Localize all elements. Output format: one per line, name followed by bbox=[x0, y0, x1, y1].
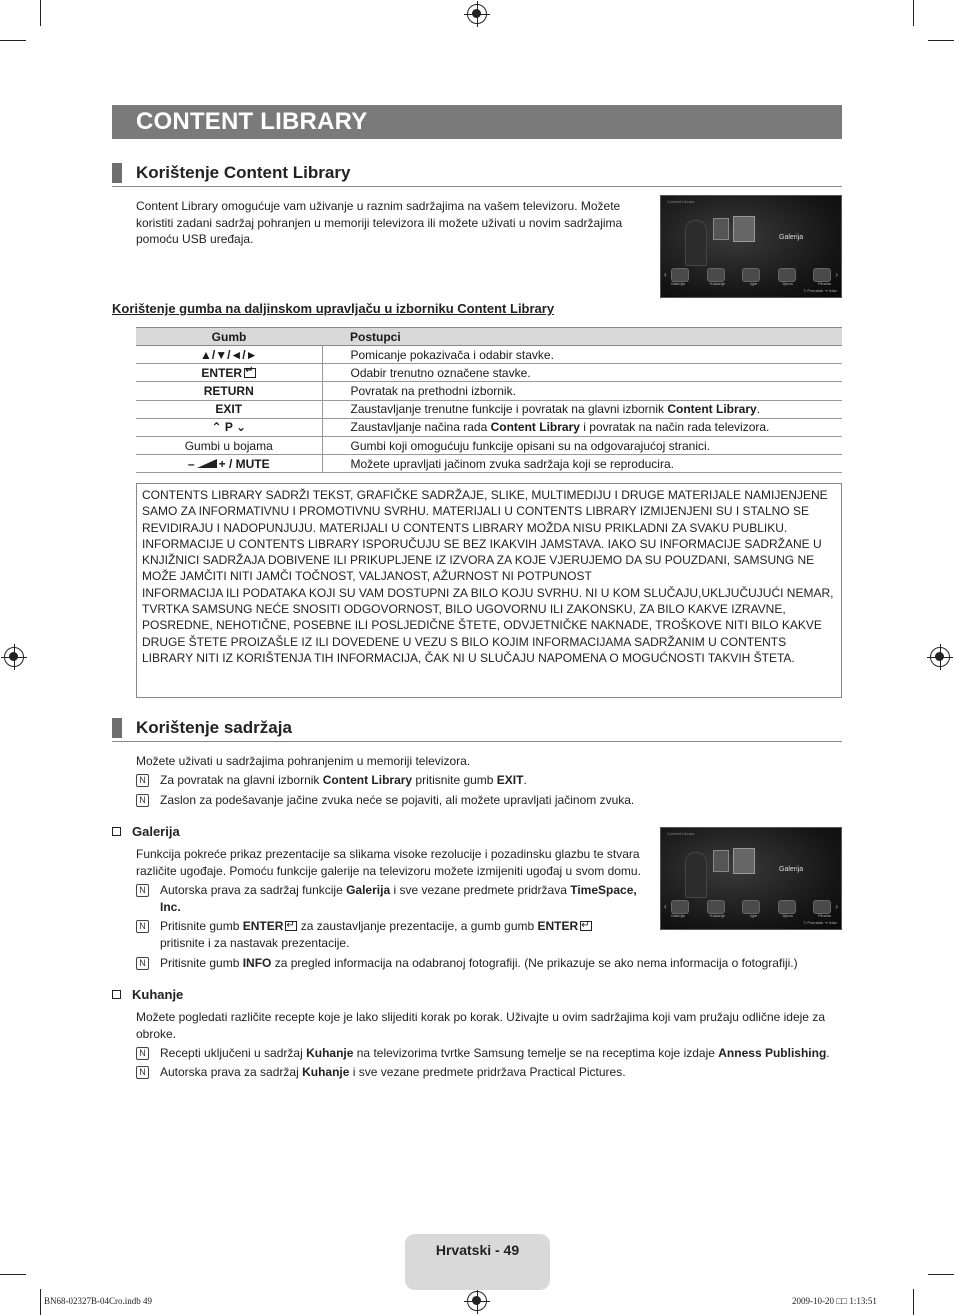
registration-mark-icon bbox=[467, 4, 487, 24]
section-marker bbox=[112, 718, 122, 738]
note-item: N Pritisnite gumb INFO za pregled informacija na odabranoj fotografiji. (Ne prikazuje se ako nema informacija o fotografiji.) bbox=[160, 955, 840, 972]
galerija-heading: Galerija bbox=[112, 824, 180, 839]
fitness-icon bbox=[813, 900, 831, 914]
remote-buttons-table bbox=[136, 327, 842, 473]
volume-minus-icon: – bbox=[187, 456, 195, 471]
tv-screen-footer: ⮌ Povratak ⇥ Izlaz bbox=[803, 288, 837, 293]
disclaimer-paragraph: INFORMACIJA ILI PODATAKA KOJI SU VAM DOSTUPNI ZA BILO KOJU SVRHU. NI U KOM SLUČAJU,UKLJUČUJUĆI NEMAR, TVRTKA SAMSUNG NEĆE SNOSITI ODGOVORNOST, BILO UGOVORNU ILI ZAKONSKU, ZA BILO KAKVE IZRAVNE, POSREDNE, NEHOTIČNE, POSEBNE ILI POSLJEDIČNE ŠTETE, ODVJETNIČKE NAKNADE, TROŠKOVE NITI BILO KAKVE DRUGE ŠTETE PROIZAŠLE IZ ILI DOVEDENE U VEZU S BILO KOJIM INFORMACIJAMA SADRŽANIM U CONTENTS LIBRARY NITI IZ KORIŠTENJA TIH INFORMACIJA, ČAK NI U SLUČAJU NAPOMENA O MOGUĆNOSTI TAKVIH ŠTETA. bbox=[142, 585, 834, 665]
crop-mark bbox=[40, 1289, 41, 1315]
button-cell: ENTER↵ bbox=[136, 364, 322, 382]
chair-picture bbox=[685, 220, 707, 266]
button-cell: RETURN bbox=[136, 382, 322, 400]
checkbox-bullet-icon bbox=[112, 990, 121, 999]
crop-mark bbox=[0, 1274, 26, 1275]
tv-screen-label: Galerija bbox=[779, 866, 804, 873]
column-header: Postupci bbox=[322, 328, 842, 346]
disclaimer-box bbox=[136, 483, 842, 698]
crop-mark bbox=[913, 0, 914, 26]
enter-icon bbox=[580, 921, 592, 931]
tv-screen-header: Content Library bbox=[667, 199, 695, 204]
chevron-up-icon: ⌃ bbox=[211, 420, 222, 435]
action-cell: Pomicanje pokazivača i odabir stavke. bbox=[322, 346, 842, 364]
note-icon: N bbox=[136, 957, 149, 970]
picture-frame bbox=[713, 218, 729, 240]
page-number: Hrvatski - 49 bbox=[435, 1242, 520, 1258]
note-item: N Autorska prava za sadržaj funkcije Galerija i sve vezane predmete pridržava TimeSpace, Inc. bbox=[160, 882, 652, 915]
crop-mark bbox=[913, 1289, 914, 1315]
gallery-icon bbox=[671, 268, 689, 282]
section-heading-content bbox=[112, 718, 842, 742]
section-heading-usage bbox=[112, 163, 842, 187]
button-cell: ⌃ P ⌄ bbox=[136, 418, 322, 436]
note-icon: N bbox=[136, 884, 149, 897]
chevron-right-icon: › bbox=[835, 902, 838, 911]
gallery-icon bbox=[671, 900, 689, 914]
note-icon: N bbox=[136, 774, 149, 787]
table-row bbox=[136, 346, 842, 364]
games-icon bbox=[742, 268, 760, 282]
note-item: N Autorska prava za sadržaj Kuhanje i sve vezane predmete pridržava Practical Pictures. bbox=[160, 1064, 842, 1081]
page-number-tab bbox=[405, 1234, 550, 1290]
tv-screen-header: Content Library bbox=[667, 831, 695, 836]
picture-frame bbox=[733, 216, 755, 242]
tv-screen-image bbox=[660, 195, 842, 298]
action-cell: Odabir trenutno označene stavke. bbox=[322, 364, 842, 382]
section-title: Korištenje Content Library bbox=[136, 163, 351, 182]
cooking-icon bbox=[707, 268, 725, 282]
enter-icon bbox=[285, 921, 297, 931]
crop-mark bbox=[0, 40, 26, 41]
volume-icon bbox=[197, 459, 217, 468]
crop-mark bbox=[928, 40, 954, 41]
crop-mark bbox=[40, 0, 41, 26]
tv-screen-footer: ⮌ Povratak ⇥ Izlaz bbox=[803, 920, 837, 925]
tv-icon-labels: Galerija Kuhanje Igre Djeca Fitness bbox=[671, 913, 831, 918]
button-cell: – + / MUTE bbox=[136, 455, 322, 473]
kuhanje-paragraph: Možete pogledati različite recepte koje je lako slijediti korak po korak. Uživajte u ovim sadržajima koji vam pružaju odlične ideje za obroke. bbox=[136, 1010, 825, 1041]
registration-mark-icon bbox=[467, 1291, 487, 1311]
table-row bbox=[136, 400, 842, 418]
table-header-row bbox=[136, 328, 842, 346]
note-item: N Pritisnite gumb ENTER↵ za zaustavljanje prezentacije, a gumb gumb ENTER↵ pritisnite i za nastavak prezentacije. bbox=[160, 918, 652, 951]
button-cell: EXIT bbox=[136, 400, 322, 418]
games-icon bbox=[742, 900, 760, 914]
note-item: N Recepti uključeni u sadržaj Kuhanje na televizorima tvrtke Samsung temelje se na receptima koje izdaje Anness Publishing. bbox=[160, 1045, 842, 1062]
picture-frame bbox=[713, 850, 729, 872]
note-item: N Zaslon za podešavanje jačine zvuka neće se pojaviti, ali možete upravljati jačinom zvuka. bbox=[160, 792, 840, 809]
note-item: N Za povratak na glavni izbornik Content Library pritisnite gumb EXIT. bbox=[160, 772, 840, 789]
chair-picture bbox=[685, 852, 707, 898]
registration-mark-icon bbox=[4, 647, 24, 667]
kids-icon bbox=[778, 268, 796, 282]
page-title-bar bbox=[112, 105, 842, 139]
note-icon: N bbox=[136, 1066, 149, 1079]
column-header: Gumb bbox=[136, 328, 322, 346]
checkbox-bullet-icon bbox=[112, 827, 121, 836]
tv-screen-image bbox=[660, 827, 842, 930]
chevron-left-icon: ‹ bbox=[664, 270, 667, 279]
section-title: Korištenje sadržaja bbox=[136, 718, 292, 737]
tv-icon-labels: Galerija Kuhanje Igre Djeca Fitness bbox=[671, 281, 831, 286]
remote-buttons-heading: Korištenje gumba na daljinskom upravljaču u izborniku Content Library bbox=[112, 301, 555, 316]
table-row bbox=[136, 382, 842, 400]
intro-paragraph: Content Library omogućuje vam uživanje u raznim sadržajima na vašem televizoru. Možete koristiti zadani sadržaj pohranjen u memoriji televizora ili možete uživati u novim sadržajima pomoću USB uređaja. bbox=[136, 199, 623, 246]
disclaimer-paragraph: INFORMACIJE U CONTENTS LIBRARY ISPORUČUJU SE BEZ IKAKVIH JAMSTAVA. IAKO SU INFORMACIJE SADRŽANE U KNJIŽNICI SADRŽAJA DOBIVENE ILI PRIKUPLJENE IZ IZVORA ZA KOJE VJERUJEMO DA SU POUZDANI, SAMSUNG NE MOŽE JAMČITI NITI JAMČI TOČNOST, VALJANOST, AŽURNOST NI POTPUNOST bbox=[142, 536, 822, 584]
table-row bbox=[136, 436, 842, 454]
action-cell: Povratak na prethodni izbornik. bbox=[322, 382, 842, 400]
note-icon: N bbox=[136, 920, 149, 933]
crop-mark bbox=[928, 1274, 954, 1275]
action-cell: Zaustavljanje načina rada Content Library i povratak na način rada televizora. bbox=[322, 418, 842, 436]
chevron-down-icon: ⌄ bbox=[235, 420, 247, 435]
note-icon: N bbox=[136, 794, 149, 807]
content-intro: Možete uživati u sadržajima pohranjenim u memoriji televizora. bbox=[136, 754, 471, 768]
section-marker bbox=[112, 163, 122, 183]
action-cell: Zaustavljanje trenutne funkcije i povratak na glavni izbornik Content Library. bbox=[322, 400, 842, 418]
tv-screen-label: Galerija bbox=[779, 234, 804, 241]
page-title: CONTENT LIBRARY bbox=[136, 108, 368, 135]
button-cell: Gumbi u bojama bbox=[136, 436, 322, 454]
table-row bbox=[136, 364, 842, 382]
enter-icon bbox=[244, 368, 256, 378]
picture-frame bbox=[733, 848, 755, 874]
kids-icon bbox=[778, 900, 796, 914]
table-row bbox=[136, 418, 842, 436]
galerija-paragraph: Funkcija pokreće prikaz prezentacije sa slikama visoke rezolucije i pozadinsku glazbu te stvara različite ugođaje. Pomoću funkcije galerije na televizoru možete izmijeniti ugođaj u svom domu. bbox=[136, 847, 641, 878]
kuhanje-heading: Kuhanje bbox=[112, 987, 183, 1002]
chevron-left-icon: ‹ bbox=[664, 902, 667, 911]
disclaimer-paragraph: CONTENTS LIBRARY SADRŽI TEKST, GRAFIČKE SADRŽAJE, SLIKE, MULTIMEDIJU I DRUGE MATERIJALE NAMIJENJENE SAMO ZA INFORMATIVNU I PROMOTIVNU SVRHU. MATERIJALI U CONTENTS LIBRARY IZMIJENJENI SU I STALNO SE REVIDIRAJU I NADOPUNJUJU. MATERIJALI U CONTENTS LIBRARY MOŽDA NISU PRIKLADNI ZA SVAKU PUBLIKU. bbox=[142, 488, 828, 535]
button-cell: ▲/▼/◄/► bbox=[136, 346, 322, 364]
volume-plus-icon: + bbox=[218, 456, 226, 471]
table-row bbox=[136, 455, 842, 473]
print-footer-right: 2009-10-20 □□ 1:13:51 bbox=[792, 1296, 877, 1306]
action-cell: Gumbi koji omogućuju funkcije opisani su na odgovarajućoj stranici. bbox=[322, 436, 842, 454]
action-cell: Možete upravljati jačinom zvuka sadržaja koji se reproducira. bbox=[322, 455, 842, 473]
registration-mark-icon bbox=[930, 647, 950, 667]
cooking-icon bbox=[707, 900, 725, 914]
fitness-icon bbox=[813, 268, 831, 282]
note-icon: N bbox=[136, 1047, 149, 1060]
print-footer-left: BN68-02327B-04Cro.indb 49 bbox=[44, 1296, 152, 1306]
chevron-right-icon: › bbox=[835, 270, 838, 279]
